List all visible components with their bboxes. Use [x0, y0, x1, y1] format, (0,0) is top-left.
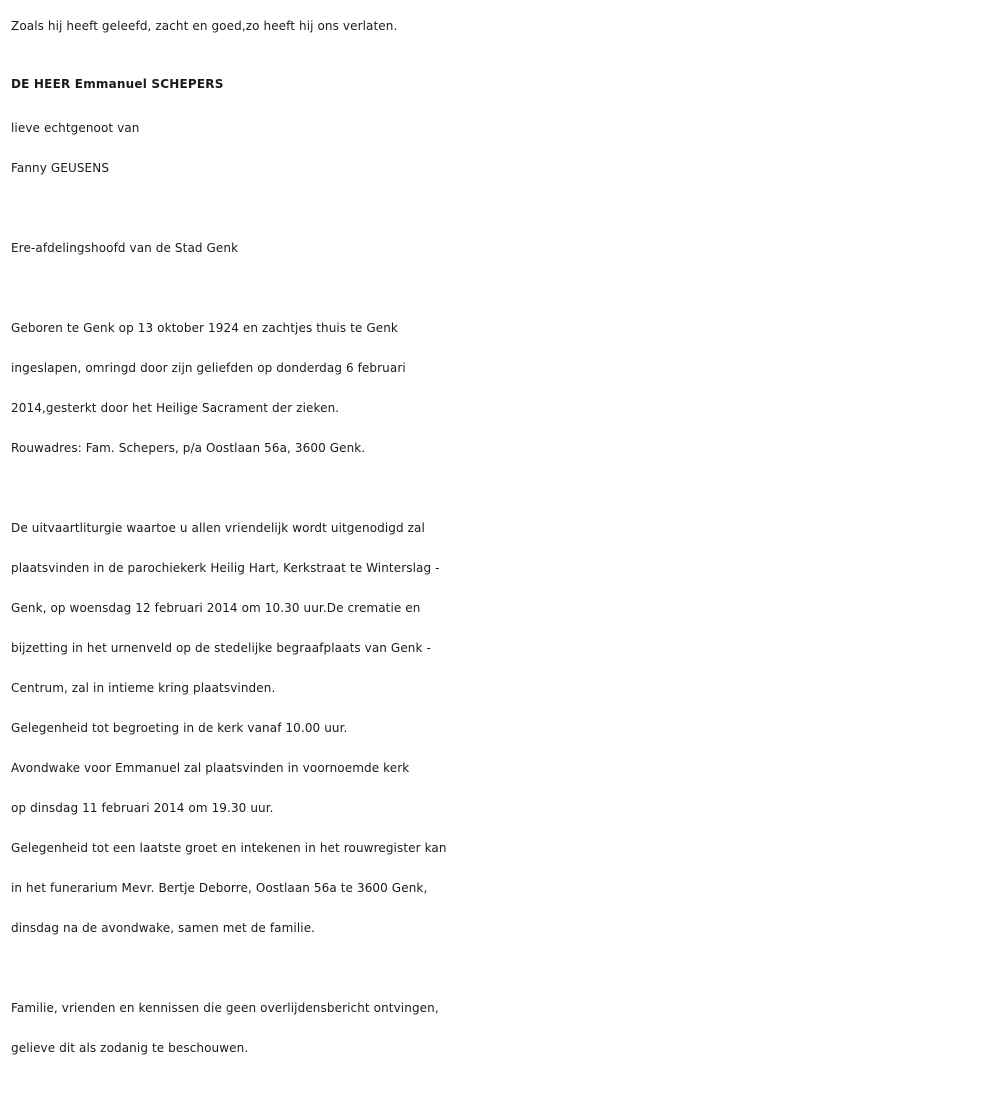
- paragraph-line: gelieve dit als zodanig te beschouwen.: [11, 1041, 249, 1055]
- paragraph-line: Gelegenheid tot begroeting in de kerk vanaf 10.00 uur.: [11, 721, 348, 735]
- relation-text: lieve echtgenoot van: [11, 121, 140, 135]
- spacer: [11, 948, 991, 988]
- spacer: [11, 188, 991, 228]
- paragraph-line: ingeslapen, omringd door zijn geliefden op donderdag 6 februari: [11, 361, 406, 375]
- closing-paragraph: [11, 988, 991, 1068]
- deceased-title: Ere-afdelingshoofd van de Stad Genk: [11, 241, 239, 255]
- paragraph-line: plaatsvinden in de parochiekerk Heilig Hart, Kerkstraat te Winterslag -: [11, 561, 440, 575]
- spacer: [11, 468, 991, 508]
- spacer: [11, 46, 991, 54]
- paragraph-line: dinsdag na de avondwake, samen met de familie.: [11, 921, 316, 935]
- paragraph-line: op dinsdag 11 februari 2014 om 19.30 uur.: [11, 801, 274, 815]
- ceremony-paragraph: [11, 508, 991, 948]
- deceased-name: DE HEER Emmanuel SCHEPERS: [11, 77, 224, 91]
- paragraph-line: Gelegenheid tot een laatste groet en intekenen in het rouwregister kan: [11, 841, 447, 855]
- birth-death-paragraph: [11, 308, 991, 468]
- obituary-notice: [11, 6, 991, 1068]
- paragraph-line: De uitvaartliturgie waartoe u allen vriendelijk wordt uitgenodigd zal: [11, 521, 425, 535]
- paragraph-line: bijzetting in het urnenveld op de stedelijke begraafplaats van Genk -: [11, 641, 431, 655]
- motto-text: Zoals hij heeft geleefd, zacht en goed,zo heeft hij ons verlaten.: [11, 19, 398, 33]
- paragraph-line: Geboren te Genk op 13 oktober 1924 en zachtjes thuis te Genk: [11, 321, 398, 335]
- spouse-name: Fanny GEUSENS: [11, 161, 110, 175]
- paragraph-line: Centrum, zal in intieme kring plaatsvinden.: [11, 681, 276, 695]
- paragraph-line: Genk, op woensdag 12 februari 2014 om 10.30 uur.De crematie en: [11, 601, 421, 615]
- mourning-address: Rouwadres: Fam. Schepers, p/a Oostlaan 56a, 3600 Genk.: [11, 441, 366, 455]
- paragraph-line: Avondwake voor Emmanuel zal plaatsvinden in voornoemde kerk: [11, 761, 410, 775]
- paragraph-line: Familie, vrienden en kennissen die geen overlijdensbericht ontvingen,: [11, 1001, 439, 1015]
- paragraph-line: in het funerarium Mevr. Bertje Deborre, Oostlaan 56a te 3600 Genk,: [11, 881, 428, 895]
- paragraph-line: 2014,gesterkt door het Heilige Sacrament der zieken.: [11, 401, 340, 415]
- spacer: [11, 268, 991, 308]
